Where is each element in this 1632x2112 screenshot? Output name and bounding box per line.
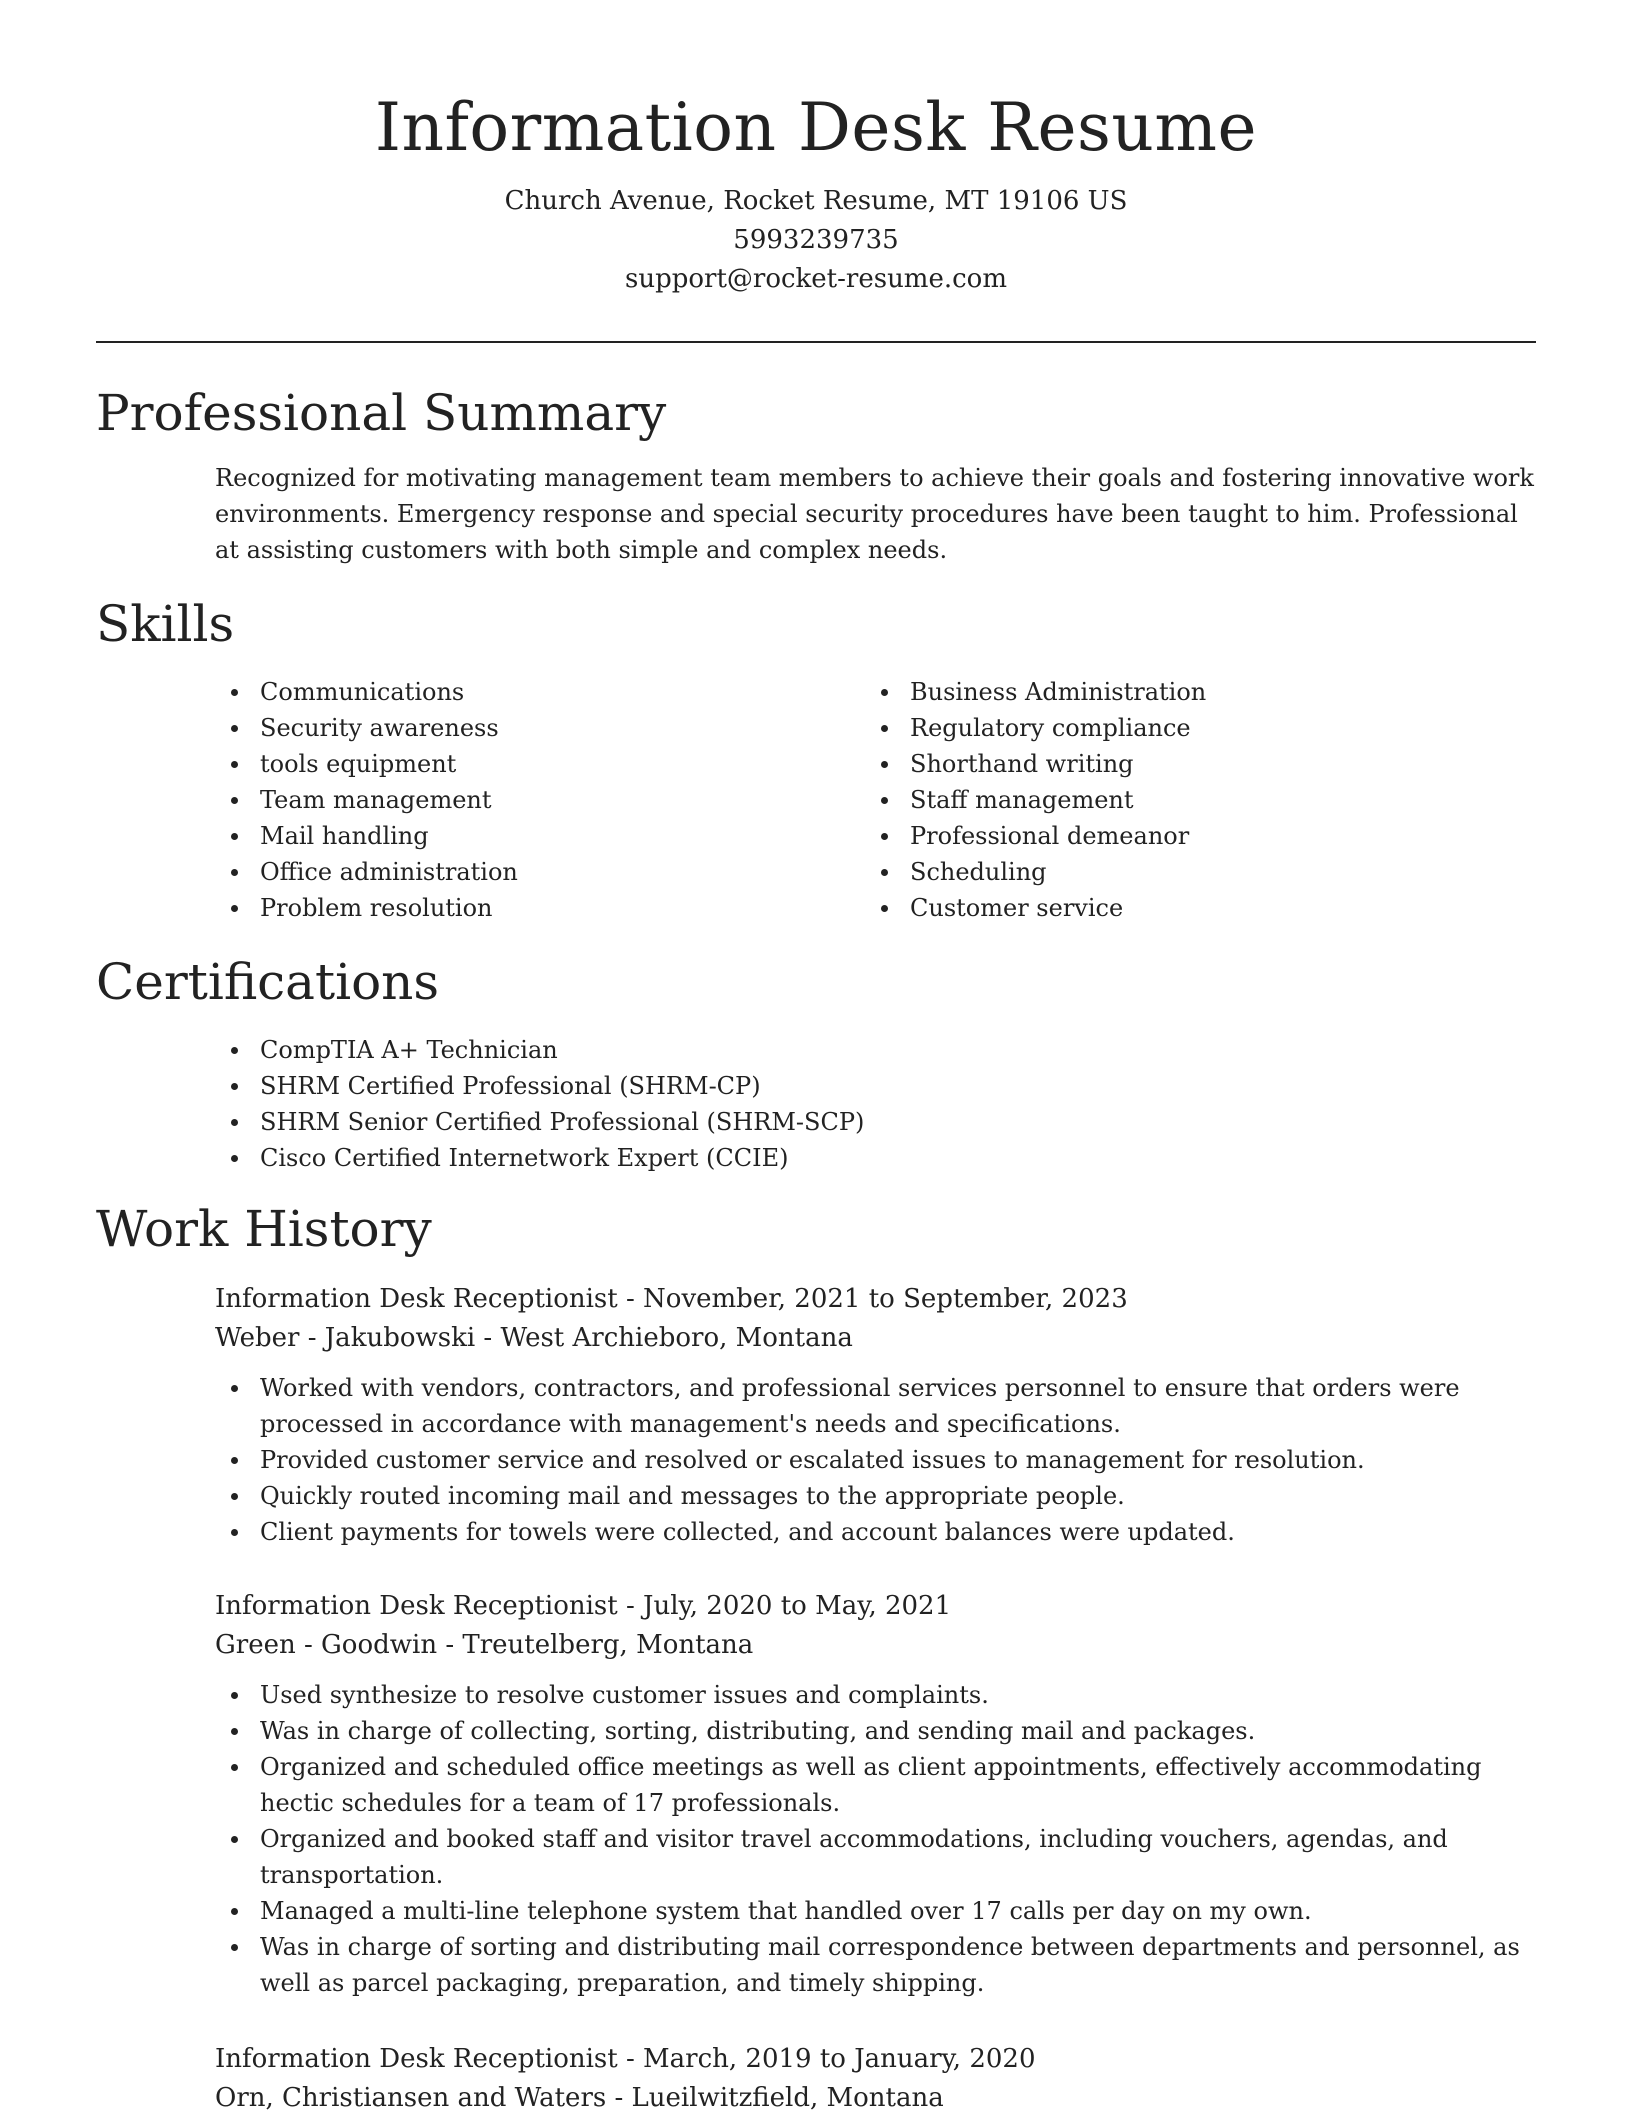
certification-item: CompTIA A+ Technician — [215, 1032, 1515, 1068]
contact-email: support@rocket-resume.com — [624, 264, 1007, 294]
header-divider — [96, 341, 1536, 343]
skill-item: Regulatory compliance — [865, 710, 1505, 746]
certifications-list — [215, 1032, 1515, 1176]
summary-text: Recognized for motivating management team members to achieve their goals and fostering innovative work environments. Emergency response and special security procedures have been taught to him. Professional at assisting customers with both simple and complex needs. — [215, 464, 1534, 564]
job-bullet-list — [215, 1677, 1535, 2001]
job-bullet: Quickly routed incoming mail and messages to the appropriate people. — [215, 1478, 1535, 1514]
skill-item: tools equipment — [215, 746, 835, 782]
job-company-line: Weber - Jakubowski - West Archieboro, Montana — [215, 1323, 853, 1353]
job-bullet: Used synthesize to resolve customer issues and complaints. — [215, 1677, 1535, 1713]
certifications-heading: Certifications — [96, 953, 440, 1011]
job-entry — [215, 1280, 1535, 1550]
job-bullet: Was in charge of collecting, sorting, distributing, and sending mail and packages. — [215, 1713, 1535, 1749]
job-company-line: Orn, Christiansen and Waters - Lueilwitzfield, Montana — [215, 2083, 944, 2112]
job-bullet: Organized and booked staff and visitor travel accommodations, including vouchers, agendas, and transportation. — [215, 1821, 1535, 1893]
skill-item: Mail handling — [215, 818, 835, 854]
skill-item: Security awareness — [215, 710, 835, 746]
summary-heading: Professional Summary — [96, 384, 667, 442]
job-entry — [215, 2040, 1535, 2112]
job-bullet: Organized and scheduled office meetings as well as client appointments, effectively accommodating hectic schedules for a team of 17 professionals. — [215, 1749, 1535, 1821]
job-bullet: Client payments for towels were collected, and account balances were updated. — [215, 1514, 1535, 1550]
skill-item: Business Administration — [865, 674, 1505, 710]
skills-list-left — [215, 674, 835, 926]
job-title-line: Information Desk Receptionist - November, 2021 to September, 2023 — [215, 1284, 1128, 1314]
skill-item: Staff management — [865, 782, 1505, 818]
skill-item: Scheduling — [865, 854, 1505, 890]
contact-block — [0, 182, 1632, 299]
skill-item: Team management — [215, 782, 835, 818]
certification-item: SHRM Certified Professional (SHRM-CP) — [215, 1068, 1515, 1104]
job-bullet: Provided customer service and resolved or escalated issues to management for resolution. — [215, 1442, 1535, 1478]
skill-item: Problem resolution — [215, 890, 835, 926]
skill-item: Communications — [215, 674, 835, 710]
work-history-heading: Work History — [96, 1200, 432, 1258]
resume-header — [0, 0, 1632, 299]
job-bullet: Worked with vendors, contractors, and professional services personnel to ensure that orders were processed in accordance with management's needs and specifications. — [215, 1370, 1535, 1442]
skill-item: Customer service — [865, 890, 1505, 926]
certification-item: Cisco Certified Internetwork Expert (CCIE) — [215, 1140, 1515, 1176]
skill-item: Shorthand writing — [865, 746, 1505, 782]
skill-item: Office administration — [215, 854, 835, 890]
job-entry — [215, 1587, 1535, 2001]
job-title-line: Information Desk Receptionist - March, 2019 to January, 2020 — [215, 2044, 1036, 2074]
resume-title: Information Desk Resume — [374, 89, 1258, 166]
job-bullet-list — [215, 1370, 1535, 1550]
skills-heading: Skills — [96, 595, 235, 653]
skills-list-right — [865, 674, 1505, 926]
certification-item: SHRM Senior Certified Professional (SHRM-SCP) — [215, 1104, 1515, 1140]
job-bullet: Managed a multi-line telephone system that handled over 17 calls per day on my own. — [215, 1893, 1535, 1929]
job-title-line: Information Desk Receptionist - July, 2020 to May, 2021 — [215, 1591, 952, 1621]
contact-address: Church Avenue, Rocket Resume, MT 19106 US — [504, 186, 1128, 216]
job-company-line: Green - Goodwin - Treutelberg, Montana — [215, 1630, 754, 1660]
job-bullet: Was in charge of sorting and distributing mail correspondence between departments and personnel, as well as parcel packaging, preparation, and timely shipping. — [215, 1929, 1535, 2001]
contact-phone: 5993239735 — [733, 225, 899, 255]
skill-item: Professional demeanor — [865, 818, 1505, 854]
